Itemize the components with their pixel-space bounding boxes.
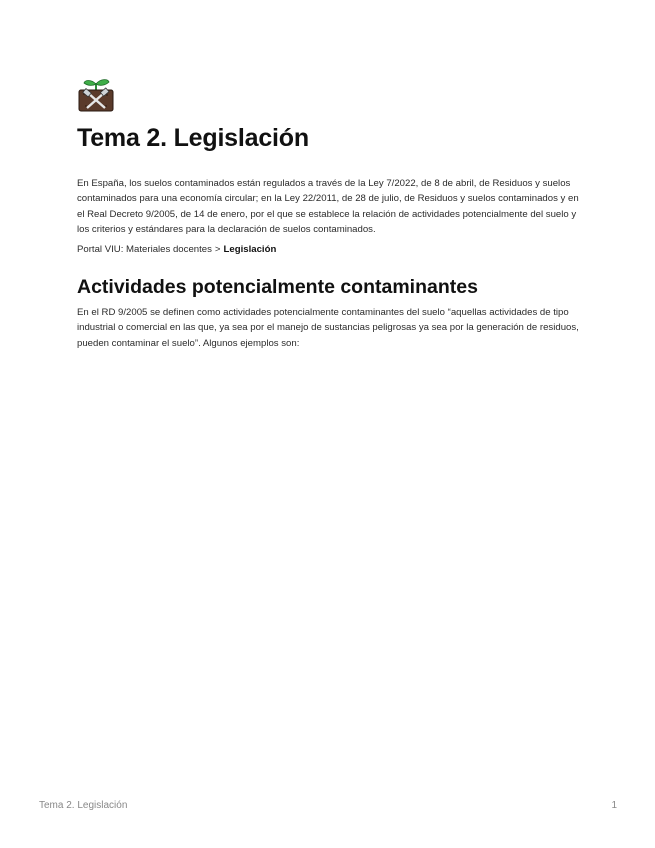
intro-paragraph: En España, los suelos contaminados están regulados a través de la Ley 7/2022, de 8 de abril, de Residuos y suelos contaminados para una economía circular; en la Ley 22/2011, de 28 de julio, de Residuos y suelos contaminados y en el Real Decreto 9/2005, de 14 de enero, por el que se establece la relación de actividades potencialmente del suelo y los criterios y estándares para la declaración de suelos contaminados. bbox=[77, 178, 579, 236]
breadcrumb bbox=[77, 243, 276, 257]
footer-page-number: 1 bbox=[611, 800, 617, 811]
page-title: Tema 2. Legislación bbox=[77, 124, 309, 152]
seedling-soil-tools-icon bbox=[77, 75, 115, 113]
footer-title: Tema 2. Legislación bbox=[39, 800, 128, 811]
section-heading: Actividades potencialmente contaminantes bbox=[77, 276, 478, 298]
breadcrumb-separator: > bbox=[214, 244, 221, 255]
section-paragraph: En el RD 9/2005 se definen como actividades potencialmente contaminantes del suelo “aquellas actividades de tipo industrial o comercial en las que, ya sea por el manejo de sustancias peligrosas ya sea por la generación de residuos, pueden contaminar el suelo”. Algunos ejemplos son: bbox=[77, 307, 579, 349]
breadcrumb-current[interactable]: Legislación bbox=[223, 244, 277, 255]
breadcrumb-parent-link[interactable]: Portal VIU: Materiales docentes bbox=[77, 244, 212, 255]
